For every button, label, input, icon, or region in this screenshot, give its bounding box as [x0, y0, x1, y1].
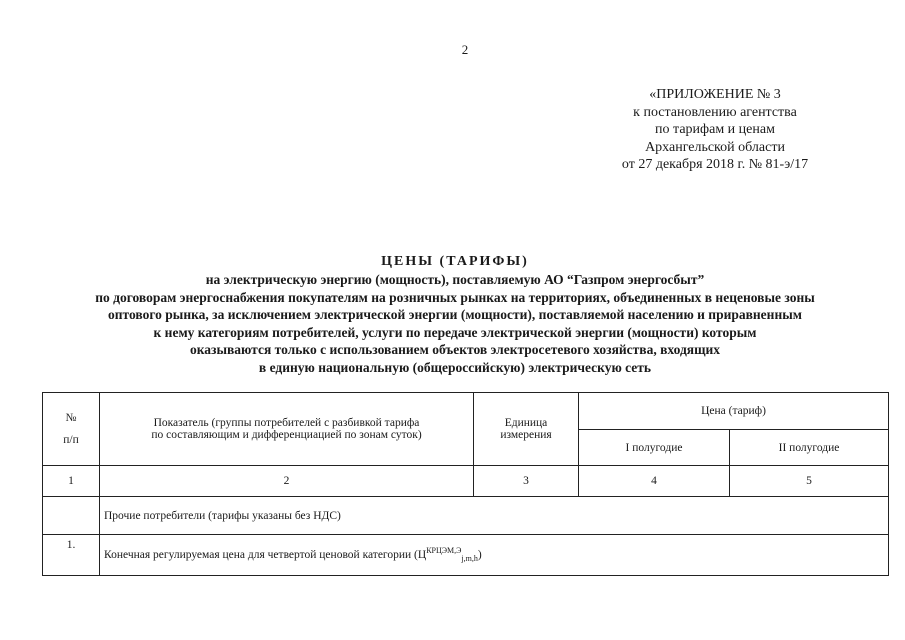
subtitle-line: оказываются только с использованием объектов электросетевого хозяйства, входящих: [189, 342, 721, 357]
title-block: [30, 253, 880, 376]
appendix-line: Архангельской области: [645, 139, 785, 155]
item-label: Конечная регулируемая цена для четвертой ценовой категории (Ц: [104, 549, 427, 562]
index-cell: 3: [474, 466, 579, 497]
header-half2: II полугодие: [730, 430, 889, 466]
document-subtitle: [30, 271, 880, 376]
subtitle-line: в единую национальную (общероссийскую) электрическую сеть: [258, 359, 652, 375]
header-indicator-line: по составляющим и дифференциацией по зонам суток): [151, 429, 422, 441]
appendix-block: [560, 86, 870, 174]
category-num: [43, 497, 100, 535]
subtitle-line: к нему категориям потребителей, услуги по передаче электрической энергии (мощности) которым: [153, 324, 757, 340]
category-label: Прочие потребители (тарифы указаны без НДС): [100, 497, 889, 535]
table-category-row: [43, 497, 889, 535]
subtitle-line: на электрическую энергию (мощность), поставляемую АО “Газпром энергосбыт”: [205, 272, 705, 287]
header-num: [43, 393, 100, 466]
table-index-row: [43, 466, 889, 497]
header-indicator-line: Показатель (группы потребителей с разбивкой тарифа: [153, 417, 420, 429]
document-title: ЦЕНЫ (ТАРИФЫ): [381, 254, 529, 269]
item-label-cell: [100, 535, 889, 576]
appendix-line: «ПРИЛОЖЕНИЕ № 3: [649, 87, 781, 102]
subtitle-line: оптового рынка, за исключением электрической энергии (мощности), поставляемой населению и приравненным: [108, 307, 802, 322]
item-label-sup: КРЦЭМ,Э: [426, 546, 462, 556]
page-number: 2: [461, 42, 469, 57]
appendix-line: к постановлению агентства: [633, 104, 797, 120]
item-label-close: ): [477, 549, 482, 562]
index-cell: 2: [100, 466, 474, 497]
table-header-row: [43, 393, 889, 430]
header-price: Цена (тариф): [579, 393, 889, 430]
subtitle-line: по договорам энергоснабжения покупателям на розничных рынках на территориях, объединенных в неценовые зоны: [95, 289, 815, 305]
header-half1: I полугодие: [579, 430, 730, 466]
header-unit: Единица измерения: [474, 393, 579, 466]
appendix-line: по тарифам и ценам: [655, 122, 775, 137]
index-cell: 4: [579, 466, 730, 497]
header-num-symbol: №: [65, 412, 77, 424]
appendix-line: от 27 декабря 2018 г. № 81-э/17: [621, 157, 809, 172]
table-row: [43, 535, 889, 576]
index-cell: 1: [43, 466, 100, 497]
header-indicator: [100, 393, 474, 466]
price-table: [42, 392, 889, 576]
item-num: 1.: [43, 535, 100, 576]
index-cell: 5: [730, 466, 889, 497]
header-num-label: п/п: [63, 434, 79, 446]
item-label-sub: j,m,h: [461, 554, 478, 564]
